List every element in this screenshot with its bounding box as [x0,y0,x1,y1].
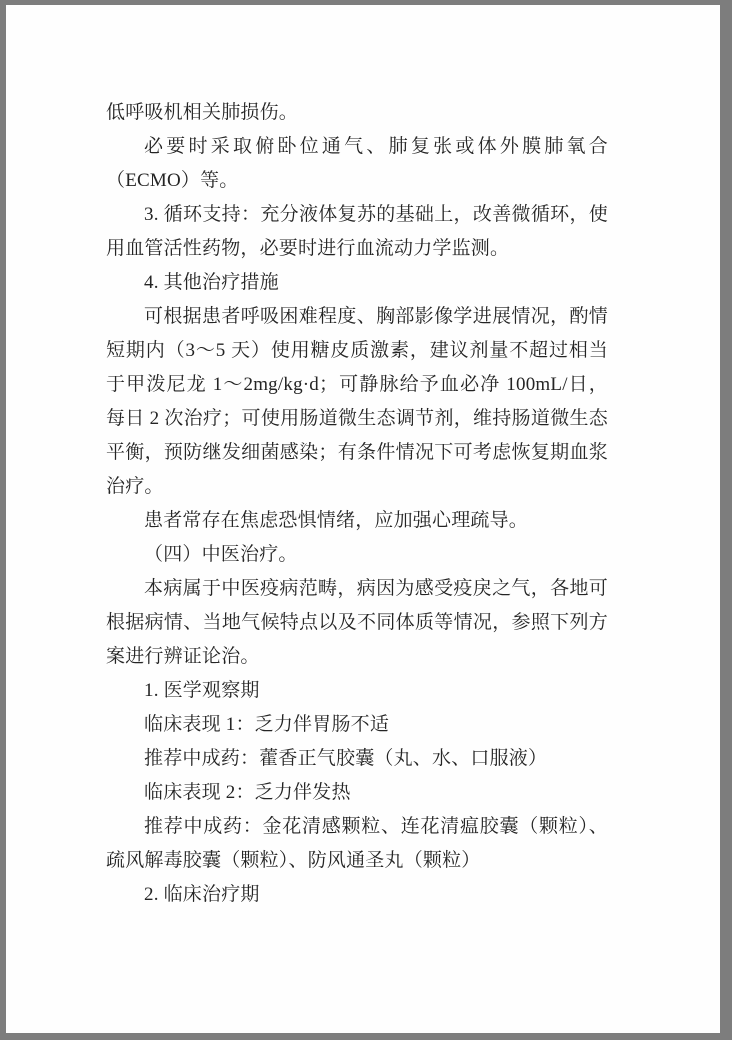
paragraph: 可根据患者呼吸困难程度、胸部影像学进展情况，酌情短期内（3～5 天）使用糖皮质激素，建议剂量不超过相当于甲泼尼龙 1～2mg/kg·d；可静脉给予血必净 100mL/日，每日 2 次治疗；可使用肠道微生态调节剂，维持肠道微生态平衡，预防继发细菌感染；有条件情况下可考虑恢复期血浆治疗。 [106,306,608,497]
paragraph: 4. 其他治疗措施 [144,272,279,293]
paragraph: 本病属于中医疫病范畴，病因为感受疫戾之气，各地可根据病情、当地气候特点以及不同体质等情况，参照下列方案进行辨证论治。 [106,578,608,667]
paragraph: （四）中医治疗。 [144,544,298,565]
paragraph: 患者常存在焦虑恐惧情绪，应加强心理疏导。 [144,510,529,531]
paragraph: 1. 医学观察期 [144,680,260,701]
paragraph: 推荐中成药：金花清感颗粒、连花清瘟胶囊（颗粒）、疏风解毒胶囊（颗粒）、防风通圣丸（颗粒） [106,816,608,871]
paragraph: 推荐中成药：藿香正气胶囊（丸、水、口服液） [144,748,548,769]
paragraph: 3. 循环支持：充分液体复苏的基础上，改善微循环，使用血管活性药物，必要时进行血流动力学监测。 [106,204,608,259]
document-text [106,96,608,912]
paragraph: 临床表现 1：乏力伴胃肠不适 [144,714,390,735]
paragraph: 必要时采取俯卧位通气、肺复张或体外膜肺氧合（ECMO）等。 [106,136,608,191]
document-page [6,5,720,1033]
paragraph: 低呼吸机相关肺损伤。 [106,102,299,123]
paragraph: 2. 临床治疗期 [144,884,260,905]
paragraph: 临床表现 2：乏力伴发热 [144,782,351,803]
